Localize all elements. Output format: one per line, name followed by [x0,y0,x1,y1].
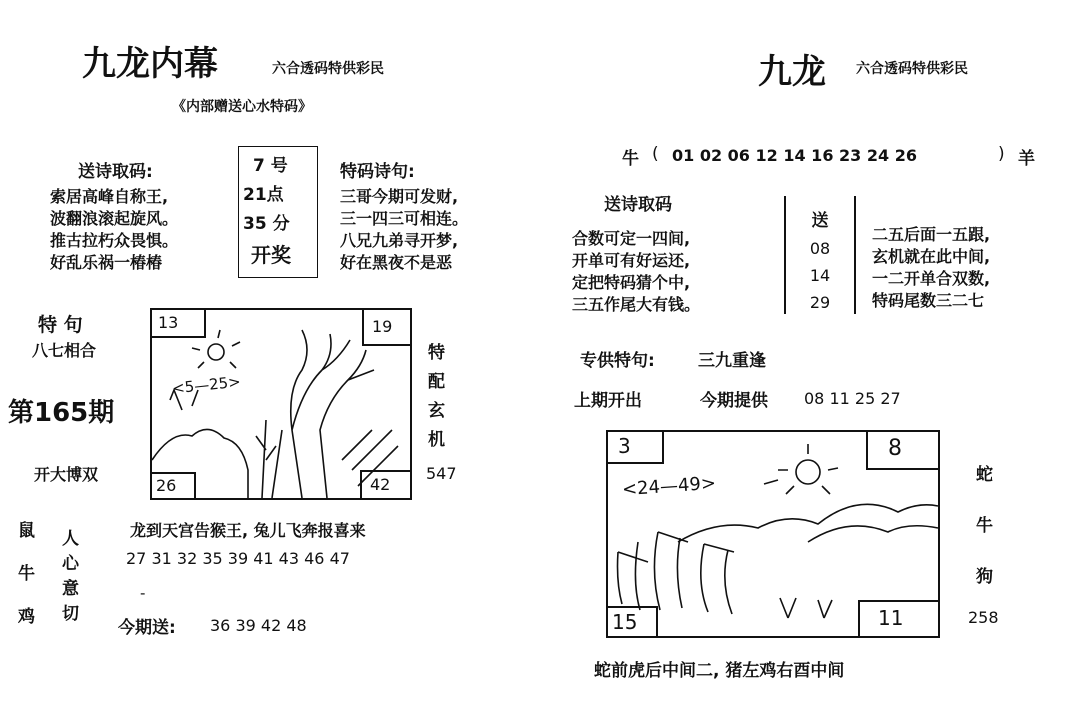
heart-char: 人 [62,529,79,549]
right-sketch [608,432,938,636]
side-char: 配 [428,372,445,392]
poem-line: 好在黑夜不是恶 [340,253,453,272]
poem-line: 二五后面一五跟, [872,225,991,244]
corner-number: 26 [156,476,177,495]
side-number: 547 [426,464,457,483]
sheep-label: 羊 [1018,149,1035,169]
right-zodiac-col [976,460,993,587]
poem-line: 三五作尾大有钱。 [572,295,701,314]
poem-line: 三一四三可相连。 [340,209,469,228]
divider-line [854,196,856,314]
divider-line [784,196,786,314]
zodiac-char: 蛇 [976,465,993,485]
send-item: 送 [811,211,829,231]
heart-char: 意 [62,579,79,599]
poem-line: 一二开单合双数, [872,269,991,288]
left-poem-heading: 送诗取码: [78,162,153,182]
poem-line: 索居高峰自称王, [50,187,169,206]
right-today-label: 今期提供 [700,391,768,411]
poem-line: 定把特码猜个中, [572,273,691,292]
side-label-col [428,338,445,450]
draw-time-line: 7 号 [253,156,288,176]
zodiac-char: 牛 [976,516,993,536]
right-special-label: 专供特句: [580,351,655,371]
poem-line: 好乱乐祸一椿椿 [50,253,163,272]
left-numbers: 27 31 32 35 39 41 43 46 47 [126,549,350,568]
side-char: 机 [428,430,445,450]
corner-number: 8 [888,436,902,461]
paren-open: ( [652,144,659,164]
poem-line: 波翻浪滚起旋风。 [50,209,179,228]
right-title: 九龙 [758,52,826,92]
corner-number: 15 [612,610,638,634]
last-issue-label: 上期开出 [574,391,642,411]
side-char: 特 [428,343,445,363]
poem-line: 八兄九弟寻开梦, [340,231,459,250]
draw-time-line: 21点 [243,185,284,205]
right-poem-heading: 送诗取码 [604,195,672,215]
right-side-number: 258 [968,608,999,627]
zodiac-char: 狗 [976,567,993,587]
right-today-numbers: 08 11 25 27 [804,389,901,408]
draw-time-line: 35 分 [243,214,290,234]
zodiac-char: 牛 [18,564,35,584]
poem-line: 特码尾数三二七 [872,291,985,310]
right-poem2 [872,224,990,312]
ox-numbers: 01 02 06 12 14 16 23 24 26 [672,146,917,165]
zodiac-char: 鸡 [18,607,35,627]
corner-number: 19 [372,317,393,336]
issue-number: 第165期 [8,398,115,428]
zodiac-char: 鼠 [18,521,35,541]
heart-char: 切 [62,604,79,624]
ox-label: 牛 [622,149,639,169]
send-item: 08 [809,239,831,258]
poem-line: 三哥今期可发财, [340,187,459,206]
range-text: <5—25> [171,372,242,398]
left-phrase: 龙到天宫告猴王, 兔儿飞奔报喜来 [130,521,366,540]
special-phrase: 八七相合 [32,341,97,360]
range-text: <24—49> [621,472,717,501]
right-bottom-phrase: 蛇前虎后中间二, 猪左鸡右酉中间 [594,661,845,681]
right-subtitle: 六合透码特供彩民 [856,61,968,77]
bet-text: 开大博双 [34,465,99,484]
poem-line: 开单可有好运还, [572,251,691,270]
right-special-phrase: 三九重逢 [698,351,766,371]
send-col [798,206,842,312]
left-poem [50,186,178,274]
special-poem-heading: 特码诗句: [340,162,415,182]
draw-time-line: 开奖 [251,243,291,267]
corner-number: 11 [878,606,904,630]
right-picture [606,430,940,638]
poem-line: 合数可定一四间, [572,229,691,248]
left-picture [150,308,412,500]
corner-number: 3 [618,434,631,458]
left-subtitle: 六合透码特供彩民 [272,61,384,77]
heart-char: 心 [62,554,79,574]
send-item: 29 [809,293,831,312]
today-label: 今期送: [118,618,176,638]
corner-number: 13 [158,313,179,332]
today-numbers: 36 39 42 48 [210,616,307,635]
left-tagline: 《内部赠送心水特码》 [172,99,312,115]
draw-time-box [238,146,318,278]
corner-number: 42 [370,475,391,494]
paren-close: ) [998,144,1005,164]
left-sketch [152,310,410,498]
poem-line: 玄机就在此中间, [872,247,991,266]
left-title: 九龙内幕 [82,44,218,84]
right-poem [572,228,700,316]
send-item: 14 [809,266,831,285]
poem-line: 推古拉朽众畏惧。 [50,231,179,250]
zodiac-col [18,516,35,627]
side-char: 玄 [428,401,445,421]
special-poem [340,186,468,274]
heart-col [62,524,79,624]
dash-mark: - [140,584,146,602]
special-phrase-label: 特 句 [38,314,83,336]
